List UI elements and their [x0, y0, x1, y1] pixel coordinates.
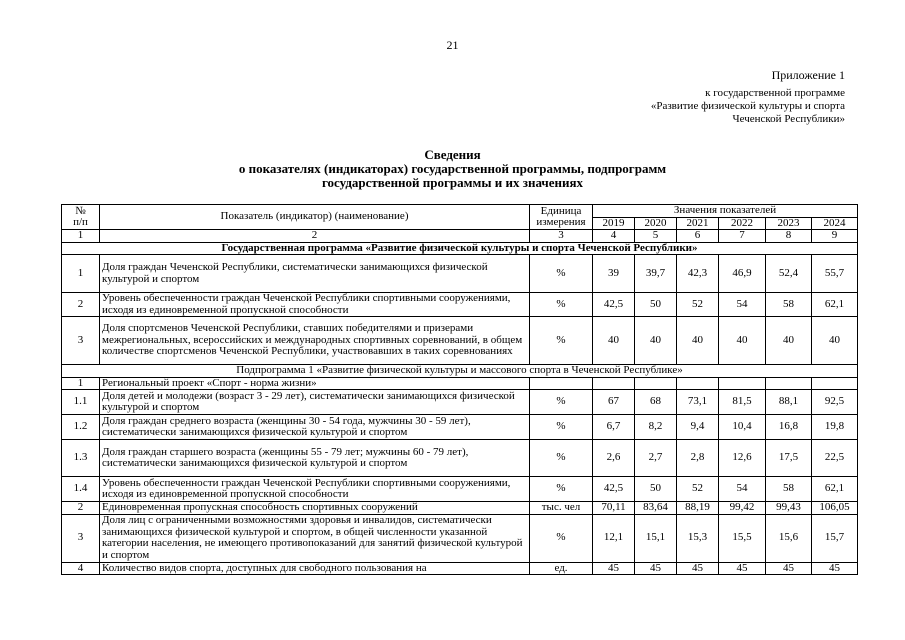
unit-cell: % — [530, 390, 593, 415]
value-cell: 45 — [635, 562, 677, 575]
value-cell — [635, 377, 677, 390]
indicator-name: Доля спортсменов Чеченской Республики, ставших победителями и призерами межрегиональных, всероссийских и международных спортивных соревнований, в общем количестве спортсменов Чеченской Республики, участвовавших в таких соревнованиях — [100, 317, 530, 365]
row-number: 1.1 — [62, 390, 100, 415]
table-row — [62, 502, 858, 515]
unit-cell: % — [530, 477, 593, 502]
col-number: 2 — [100, 230, 530, 243]
indicator-name: Доля детей и молодежи (возраст 3 - 29 лет), систематически занимающихся физической культурой и спортом — [100, 390, 530, 415]
indicators-table — [61, 204, 858, 575]
document-heading — [0, 148, 905, 190]
value-cell: 19,8 — [812, 415, 858, 440]
value-cell: 22,5 — [812, 440, 858, 477]
row-number: 2 — [62, 502, 100, 515]
value-cell: 88,19 — [677, 502, 719, 515]
table-row — [62, 255, 858, 293]
appendix-line: к государственной программе — [705, 87, 845, 99]
value-cell: 2,8 — [677, 440, 719, 477]
section-title: Подпрограмма 1 «Развитие физической культуры и массового спорта в Чеченской Республике» — [62, 365, 858, 378]
header-year: 2023 — [766, 217, 812, 230]
table-header-row — [62, 205, 858, 218]
header-indicator: Показатель (индикатор) (наименование) — [100, 205, 530, 230]
value-cell: 54 — [719, 293, 766, 317]
col-number: 5 — [635, 230, 677, 243]
value-cell — [677, 377, 719, 390]
value-cell: 15,1 — [635, 514, 677, 562]
value-cell: 52 — [677, 293, 719, 317]
value-cell: 50 — [635, 293, 677, 317]
header-num-line: № — [75, 204, 86, 217]
table-section-row — [62, 365, 858, 378]
table-row — [62, 317, 858, 365]
unit-cell: тыс. чел — [530, 502, 593, 515]
appendix-title: Приложение 1 — [771, 68, 845, 82]
row-number: 3 — [62, 514, 100, 562]
unit-cell: % — [530, 440, 593, 477]
value-cell: 70,11 — [593, 502, 635, 515]
value-cell: 50 — [635, 477, 677, 502]
indicator-name: Доля граждан среднего возраста (женщины 30 - 54 года, мужчины 30 - 59 лет), систематически занимающихся физической культурой и спортом — [100, 415, 530, 440]
value-cell: 40 — [766, 317, 812, 365]
row-number: 1.4 — [62, 477, 100, 502]
value-cell: 62,1 — [812, 477, 858, 502]
row-number: 1 — [62, 377, 100, 390]
indicator-name: Уровень обеспеченности граждан Чеченской Республики спортивными сооружениями, исходя из единовременной пропускной способности — [100, 293, 530, 317]
value-cell: 54 — [719, 477, 766, 502]
table-row — [62, 477, 858, 502]
value-cell: 2,7 — [635, 440, 677, 477]
value-cell: 17,5 — [766, 440, 812, 477]
value-cell: 106,05 — [812, 502, 858, 515]
value-cell: 42,5 — [593, 477, 635, 502]
value-cell: 45 — [766, 562, 812, 575]
header-year: 2022 — [719, 217, 766, 230]
value-cell: 12,1 — [593, 514, 635, 562]
header-year: 2024 — [812, 217, 858, 230]
value-cell: 16,8 — [766, 415, 812, 440]
table-row — [62, 293, 858, 317]
col-number: 9 — [812, 230, 858, 243]
row-number: 1.3 — [62, 440, 100, 477]
unit-cell — [530, 377, 593, 390]
value-cell: 9,4 — [677, 415, 719, 440]
value-cell: 81,5 — [719, 390, 766, 415]
value-cell: 15,7 — [812, 514, 858, 562]
value-cell: 42,5 — [593, 293, 635, 317]
appendix-line: «Развитие физической культуры и спорта — [650, 100, 845, 112]
row-number: 3 — [62, 317, 100, 365]
value-cell: 68 — [635, 390, 677, 415]
unit-cell: % — [530, 317, 593, 365]
section-title: Государственная программа «Развитие физической культуры и спорта Чеченской Республики» — [62, 242, 858, 255]
value-cell: 92,5 — [812, 390, 858, 415]
value-cell: 15,3 — [677, 514, 719, 562]
unit-cell: % — [530, 415, 593, 440]
table-row — [62, 390, 858, 415]
value-cell: 58 — [766, 293, 812, 317]
value-cell: 15,6 — [766, 514, 812, 562]
value-cell: 46,9 — [719, 255, 766, 293]
table-row — [62, 440, 858, 477]
table-body — [62, 205, 858, 575]
header-unit-line: измерения — [536, 216, 586, 228]
column-numbers-row — [62, 230, 858, 243]
header-num — [62, 205, 100, 230]
value-cell: 40 — [719, 317, 766, 365]
header-year: 2021 — [677, 217, 719, 230]
value-cell: 39 — [593, 255, 635, 293]
indicator-name: Доля лиц с ограниченными возможностями здоровья и инвалидов, систематически занимающихся физической культурой и спортом, в общей численности указанной категории населения, не имеющего противопоказаний для занятий физической культурой и спортом — [100, 514, 530, 562]
value-cell: 2,6 — [593, 440, 635, 477]
value-cell: 52,4 — [766, 255, 812, 293]
heading-line: Сведения — [424, 147, 481, 162]
value-cell: 67 — [593, 390, 635, 415]
value-cell: 52 — [677, 477, 719, 502]
value-cell: 99,42 — [719, 502, 766, 515]
indicator-name: Уровень обеспеченности граждан Чеченской Республики спортивными сооружениями, исходя из единовременной пропускной способности — [100, 477, 530, 502]
value-cell: 45 — [677, 562, 719, 575]
indicator-name: Доля граждан Чеченской Республики, систематически занимающихся физической культурой и спортом — [100, 255, 530, 293]
col-number: 3 — [530, 230, 593, 243]
table-row — [62, 562, 858, 575]
indicator-name: Доля граждан старшего возраста (женщины 55 - 79 лет; мужчины 60 - 79 лет), систематически занимающихся физической культурой и спортом — [100, 440, 530, 477]
value-cell: 42,3 — [677, 255, 719, 293]
row-number: 4 — [62, 562, 100, 575]
col-number: 8 — [766, 230, 812, 243]
heading-line: государственной программы и их значениях — [321, 175, 584, 190]
value-cell: 6,7 — [593, 415, 635, 440]
value-cell: 12,6 — [719, 440, 766, 477]
indicator-name: Региональный проект «Спорт - норма жизни» — [100, 377, 530, 390]
value-cell: 45 — [719, 562, 766, 575]
value-cell: 40 — [593, 317, 635, 365]
col-number: 1 — [62, 230, 100, 243]
header-unit-line: Единица — [540, 204, 582, 217]
value-cell — [593, 377, 635, 390]
col-number: 4 — [593, 230, 635, 243]
col-number: 6 — [677, 230, 719, 243]
row-number: 2 — [62, 293, 100, 317]
value-cell — [812, 377, 858, 390]
row-number: 1 — [62, 255, 100, 293]
unit-cell: % — [530, 293, 593, 317]
col-number: 7 — [719, 230, 766, 243]
table-row — [62, 377, 858, 390]
value-cell: 8,2 — [635, 415, 677, 440]
header-values: Значения показателей — [593, 205, 858, 218]
unit-cell: % — [530, 514, 593, 562]
value-cell: 62,1 — [812, 293, 858, 317]
value-cell: 40 — [812, 317, 858, 365]
header-year: 2019 — [593, 217, 635, 230]
appendix-line: Чеченской Республики» — [732, 113, 845, 125]
value-cell: 10,4 — [719, 415, 766, 440]
heading-line: о показателях (индикаторах) государственной программы, подпрограмм — [238, 161, 667, 176]
table-row — [62, 514, 858, 562]
value-cell: 39,7 — [635, 255, 677, 293]
value-cell: 45 — [593, 562, 635, 575]
value-cell: 88,1 — [766, 390, 812, 415]
table-section-row — [62, 242, 858, 255]
value-cell: 45 — [812, 562, 858, 575]
unit-cell: % — [530, 255, 593, 293]
value-cell: 15,5 — [719, 514, 766, 562]
page-number: 21 — [446, 38, 459, 52]
row-number: 1.2 — [62, 415, 100, 440]
value-cell: 40 — [677, 317, 719, 365]
appendix-subtitle — [651, 87, 845, 126]
unit-cell: ед. — [530, 562, 593, 575]
header-unit — [530, 205, 593, 230]
header-year: 2020 — [635, 217, 677, 230]
value-cell: 99,43 — [766, 502, 812, 515]
value-cell: 58 — [766, 477, 812, 502]
header-num-line: п/п — [73, 216, 88, 228]
value-cell: 40 — [635, 317, 677, 365]
indicator-name: Количество видов спорта, доступных для свободного пользования на — [100, 562, 530, 575]
value-cell — [719, 377, 766, 390]
value-cell: 55,7 — [812, 255, 858, 293]
indicator-name: Единовременная пропускная способность спортивных сооружений — [100, 502, 530, 515]
value-cell — [766, 377, 812, 390]
value-cell: 83,64 — [635, 502, 677, 515]
value-cell: 73,1 — [677, 390, 719, 415]
table-row — [62, 415, 858, 440]
